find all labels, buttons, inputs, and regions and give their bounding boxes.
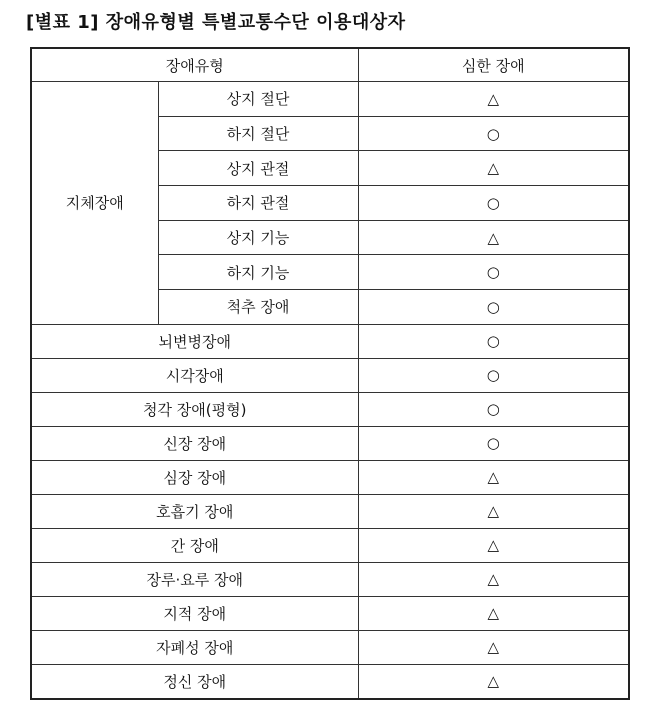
type-cell: 장루·요루 장애: [31, 562, 358, 596]
type-cell: 청각 장애(평형): [31, 392, 358, 426]
sub-type-cell: 하지 기능: [158, 255, 358, 290]
header-disability-type: 장애유형: [31, 48, 358, 82]
sub-type-cell: 하지 절단: [158, 116, 358, 151]
mark-cell: △: [358, 528, 629, 562]
mark-cell: ○: [358, 392, 629, 426]
mark-cell: △: [358, 630, 629, 664]
type-cell: 지적 장애: [31, 596, 358, 630]
type-cell: 심장 장애: [31, 460, 358, 494]
mark-cell: ○: [358, 290, 629, 325]
type-cell: 신장 장애: [31, 426, 358, 460]
table-row: [31, 664, 629, 699]
mark-cell: ○: [358, 324, 629, 358]
mark-cell: △: [358, 664, 629, 699]
sub-type-cell: 상지 기능: [158, 220, 358, 255]
sub-type-cell: 하지 관절: [158, 186, 358, 221]
table-row: [31, 562, 629, 596]
eligibility-table: [30, 47, 630, 700]
type-cell: 뇌변병장애: [31, 324, 358, 358]
type-cell: 시각장애: [31, 358, 358, 392]
sub-type-cell: 상지 관절: [158, 151, 358, 186]
header-row: [31, 48, 629, 82]
table-row: [31, 82, 629, 117]
type-cell: 자폐성 장애: [31, 630, 358, 664]
table-row: [31, 426, 629, 460]
type-cell: 정신 장애: [31, 664, 358, 699]
table-row: [31, 358, 629, 392]
header-severe: 심한 장애: [358, 48, 629, 82]
type-cell: 간 장애: [31, 528, 358, 562]
sub-type-cell: 척추 장애: [158, 290, 358, 325]
sub-type-cell: 상지 절단: [158, 82, 358, 117]
mark-cell: △: [358, 562, 629, 596]
table-row: [31, 630, 629, 664]
mark-cell: ○: [358, 116, 629, 151]
table-row: [31, 596, 629, 630]
mark-cell: △: [358, 494, 629, 528]
table-row: [31, 392, 629, 426]
mark-cell: △: [358, 151, 629, 186]
mark-cell: △: [358, 220, 629, 255]
group-label: 지체장애: [31, 82, 158, 325]
table-title: [별표 1] 장애유형별 특별교통수단 이용대상자: [26, 12, 406, 33]
table-row: [31, 324, 629, 358]
mark-cell: △: [358, 82, 629, 117]
table-row: [31, 528, 629, 562]
table-row: [31, 494, 629, 528]
mark-cell: △: [358, 596, 629, 630]
type-cell: 호흡기 장애: [31, 494, 358, 528]
mark-cell: ○: [358, 358, 629, 392]
mark-cell: △: [358, 460, 629, 494]
mark-cell: ○: [358, 186, 629, 221]
mark-cell: ○: [358, 255, 629, 290]
table-row: [31, 460, 629, 494]
mark-cell: ○: [358, 426, 629, 460]
